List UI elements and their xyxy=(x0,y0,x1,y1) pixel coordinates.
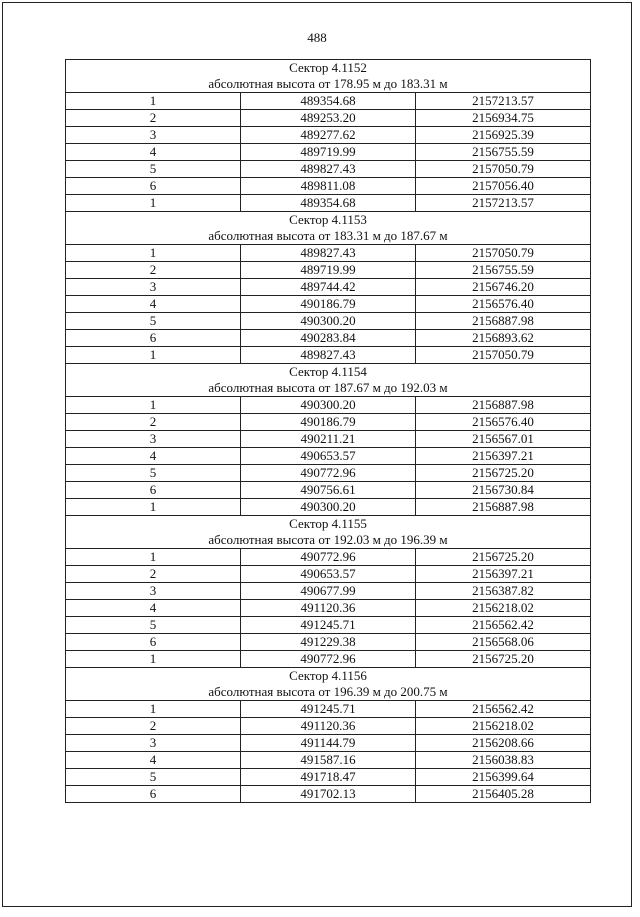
table-row xyxy=(66,499,591,516)
table-row xyxy=(66,296,591,313)
coordinate-y: 2156934.75 xyxy=(416,110,591,127)
sector-title: Сектор 4.1154 xyxy=(289,364,367,379)
point-number: 4 xyxy=(66,752,241,769)
coordinate-y: 2156568.06 xyxy=(416,634,591,651)
point-number: 1 xyxy=(66,499,241,516)
coordinate-x: 490283.84 xyxy=(241,330,416,347)
coordinate-x: 489277.62 xyxy=(241,127,416,144)
sector-title: Сектор 4.1156 xyxy=(289,668,367,683)
coordinate-x: 490772.96 xyxy=(241,549,416,566)
coordinate-x: 490653.57 xyxy=(241,448,416,465)
coordinate-y: 2157056.40 xyxy=(416,178,591,195)
coordinate-x: 490300.20 xyxy=(241,313,416,330)
table-row xyxy=(66,110,591,127)
point-number: 3 xyxy=(66,279,241,296)
coordinate-x: 490677.99 xyxy=(241,583,416,600)
coordinate-x: 489253.20 xyxy=(241,110,416,127)
coordinate-x: 490653.57 xyxy=(241,566,416,583)
table-row xyxy=(66,313,591,330)
coordinate-x: 490300.20 xyxy=(241,397,416,414)
coordinate-x: 491120.36 xyxy=(241,600,416,617)
table-row xyxy=(66,279,591,296)
point-number: 3 xyxy=(66,431,241,448)
sector-header xyxy=(66,364,591,397)
coordinate-x: 490772.96 xyxy=(241,651,416,668)
coordinate-x: 491144.79 xyxy=(241,735,416,752)
point-number: 6 xyxy=(66,330,241,347)
point-number: 6 xyxy=(66,786,241,803)
coordinate-x: 490211.21 xyxy=(241,431,416,448)
table-row xyxy=(66,330,591,347)
sector-altitude: абсолютная высота от 183.31 м до 187.67 м xyxy=(208,228,448,243)
coordinate-x: 489811.08 xyxy=(241,178,416,195)
table-row xyxy=(66,448,591,465)
coordinate-y: 2157050.79 xyxy=(416,245,591,262)
table-row xyxy=(66,144,591,161)
sector-altitude: абсолютная высота от 196.39 м до 200.75 м xyxy=(208,684,448,699)
document-page xyxy=(2,2,632,907)
table-row xyxy=(66,752,591,769)
table-row xyxy=(66,617,591,634)
coordinate-y: 2156925.39 xyxy=(416,127,591,144)
coordinate-y: 2156746.20 xyxy=(416,279,591,296)
sector-header-row xyxy=(66,516,591,549)
coordinate-x: 489827.43 xyxy=(241,347,416,364)
coordinate-x: 491229.38 xyxy=(241,634,416,651)
coordinates-table-body xyxy=(66,60,591,803)
coordinate-y: 2156725.20 xyxy=(416,549,591,566)
point-number: 1 xyxy=(66,245,241,262)
table-row xyxy=(66,195,591,212)
point-number: 4 xyxy=(66,600,241,617)
page-number: 488 xyxy=(307,30,327,45)
coordinate-x: 490186.79 xyxy=(241,296,416,313)
coordinate-x: 489827.43 xyxy=(241,161,416,178)
coordinate-y: 2156562.42 xyxy=(416,701,591,718)
point-number: 2 xyxy=(66,110,241,127)
coordinate-y: 2156887.98 xyxy=(416,313,591,330)
table-row xyxy=(66,769,591,786)
coordinate-y: 2156218.02 xyxy=(416,718,591,735)
coordinate-y: 2157213.57 xyxy=(416,93,591,110)
point-number: 1 xyxy=(66,651,241,668)
coordinate-y: 2156755.59 xyxy=(416,262,591,279)
coordinates-table xyxy=(65,59,591,803)
coordinate-x: 489354.68 xyxy=(241,93,416,110)
sector-header xyxy=(66,212,591,245)
point-number: 1 xyxy=(66,701,241,718)
coordinate-x: 491245.71 xyxy=(241,701,416,718)
sector-title: Сектор 4.1155 xyxy=(289,516,367,531)
sector-header-row xyxy=(66,364,591,397)
coordinate-y: 2156397.21 xyxy=(416,448,591,465)
table-row xyxy=(66,161,591,178)
coordinate-y: 2156562.42 xyxy=(416,617,591,634)
coordinate-x: 489827.43 xyxy=(241,245,416,262)
point-number: 6 xyxy=(66,634,241,651)
coordinate-y: 2156725.20 xyxy=(416,465,591,482)
coordinate-y: 2156576.40 xyxy=(416,414,591,431)
sector-title: Сектор 4.1153 xyxy=(289,212,367,227)
sector-title: Сектор 4.1152 xyxy=(289,60,367,75)
point-number: 4 xyxy=(66,144,241,161)
coordinate-y: 2157213.57 xyxy=(416,195,591,212)
point-number: 6 xyxy=(66,178,241,195)
coordinate-y: 2156893.62 xyxy=(416,330,591,347)
table-row xyxy=(66,431,591,448)
sector-altitude: абсолютная высота от 187.67 м до 192.03 м xyxy=(208,380,448,395)
coordinate-y: 2156405.28 xyxy=(416,786,591,803)
table-row xyxy=(66,701,591,718)
coordinate-y: 2156218.02 xyxy=(416,600,591,617)
coordinate-x: 490756.61 xyxy=(241,482,416,499)
coordinate-y: 2156038.83 xyxy=(416,752,591,769)
table-row xyxy=(66,718,591,735)
coordinate-x: 490186.79 xyxy=(241,414,416,431)
point-number: 4 xyxy=(66,448,241,465)
sector-altitude: абсолютная высота от 192.03 м до 196.39 м xyxy=(208,532,448,547)
coordinate-x: 489719.99 xyxy=(241,262,416,279)
coordinate-x: 491718.47 xyxy=(241,769,416,786)
coordinate-y: 2156725.20 xyxy=(416,651,591,668)
coordinate-y: 2156730.84 xyxy=(416,482,591,499)
sector-header-row xyxy=(66,212,591,245)
table-row xyxy=(66,786,591,803)
coordinate-y: 2156576.40 xyxy=(416,296,591,313)
point-number: 6 xyxy=(66,482,241,499)
coordinate-x: 489719.99 xyxy=(241,144,416,161)
coordinate-x: 491702.13 xyxy=(241,786,416,803)
point-number: 5 xyxy=(66,769,241,786)
table-row xyxy=(66,600,591,617)
coordinate-x: 489354.68 xyxy=(241,195,416,212)
table-row xyxy=(66,347,591,364)
table-row xyxy=(66,93,591,110)
table-row xyxy=(66,549,591,566)
coordinate-y: 2157050.79 xyxy=(416,161,591,178)
table-row xyxy=(66,651,591,668)
point-number: 2 xyxy=(66,566,241,583)
coordinate-y: 2156208.66 xyxy=(416,735,591,752)
coordinate-x: 491245.71 xyxy=(241,617,416,634)
coordinate-y: 2157050.79 xyxy=(416,347,591,364)
coordinate-y: 2156887.98 xyxy=(416,499,591,516)
coordinate-y: 2156397.21 xyxy=(416,566,591,583)
coordinate-y: 2156387.82 xyxy=(416,583,591,600)
table-row xyxy=(66,735,591,752)
coordinate-x: 489744.42 xyxy=(241,279,416,296)
table-row xyxy=(66,465,591,482)
point-number: 3 xyxy=(66,583,241,600)
point-number: 5 xyxy=(66,465,241,482)
sector-header-row xyxy=(66,60,591,93)
point-number: 1 xyxy=(66,397,241,414)
coordinate-x: 491120.36 xyxy=(241,718,416,735)
point-number: 4 xyxy=(66,296,241,313)
table-row xyxy=(66,262,591,279)
table-row xyxy=(66,178,591,195)
coordinate-x: 490772.96 xyxy=(241,465,416,482)
point-number: 1 xyxy=(66,347,241,364)
table-row xyxy=(66,583,591,600)
coordinate-y: 2156399.64 xyxy=(416,769,591,786)
coordinate-y: 2156567.01 xyxy=(416,431,591,448)
point-number: 5 xyxy=(66,161,241,178)
sector-header xyxy=(66,60,591,93)
sector-altitude: абсолютная высота от 178.95 м до 183.31 м xyxy=(208,76,448,91)
point-number: 5 xyxy=(66,617,241,634)
coordinate-y: 2156887.98 xyxy=(416,397,591,414)
sector-header xyxy=(66,668,591,701)
sector-header xyxy=(66,516,591,549)
table-row xyxy=(66,414,591,431)
point-number: 1 xyxy=(66,195,241,212)
table-row xyxy=(66,566,591,583)
table-row xyxy=(66,397,591,414)
sector-header-row xyxy=(66,668,591,701)
point-number: 1 xyxy=(66,93,241,110)
point-number: 3 xyxy=(66,127,241,144)
point-number: 2 xyxy=(66,262,241,279)
table-row xyxy=(66,482,591,499)
coordinate-x: 491587.16 xyxy=(241,752,416,769)
point-number: 1 xyxy=(66,549,241,566)
table-row xyxy=(66,245,591,262)
point-number: 2 xyxy=(66,718,241,735)
table-row xyxy=(66,127,591,144)
point-number: 3 xyxy=(66,735,241,752)
point-number: 2 xyxy=(66,414,241,431)
table-row xyxy=(66,634,591,651)
point-number: 5 xyxy=(66,313,241,330)
coordinate-y: 2156755.59 xyxy=(416,144,591,161)
coordinate-x: 490300.20 xyxy=(241,499,416,516)
